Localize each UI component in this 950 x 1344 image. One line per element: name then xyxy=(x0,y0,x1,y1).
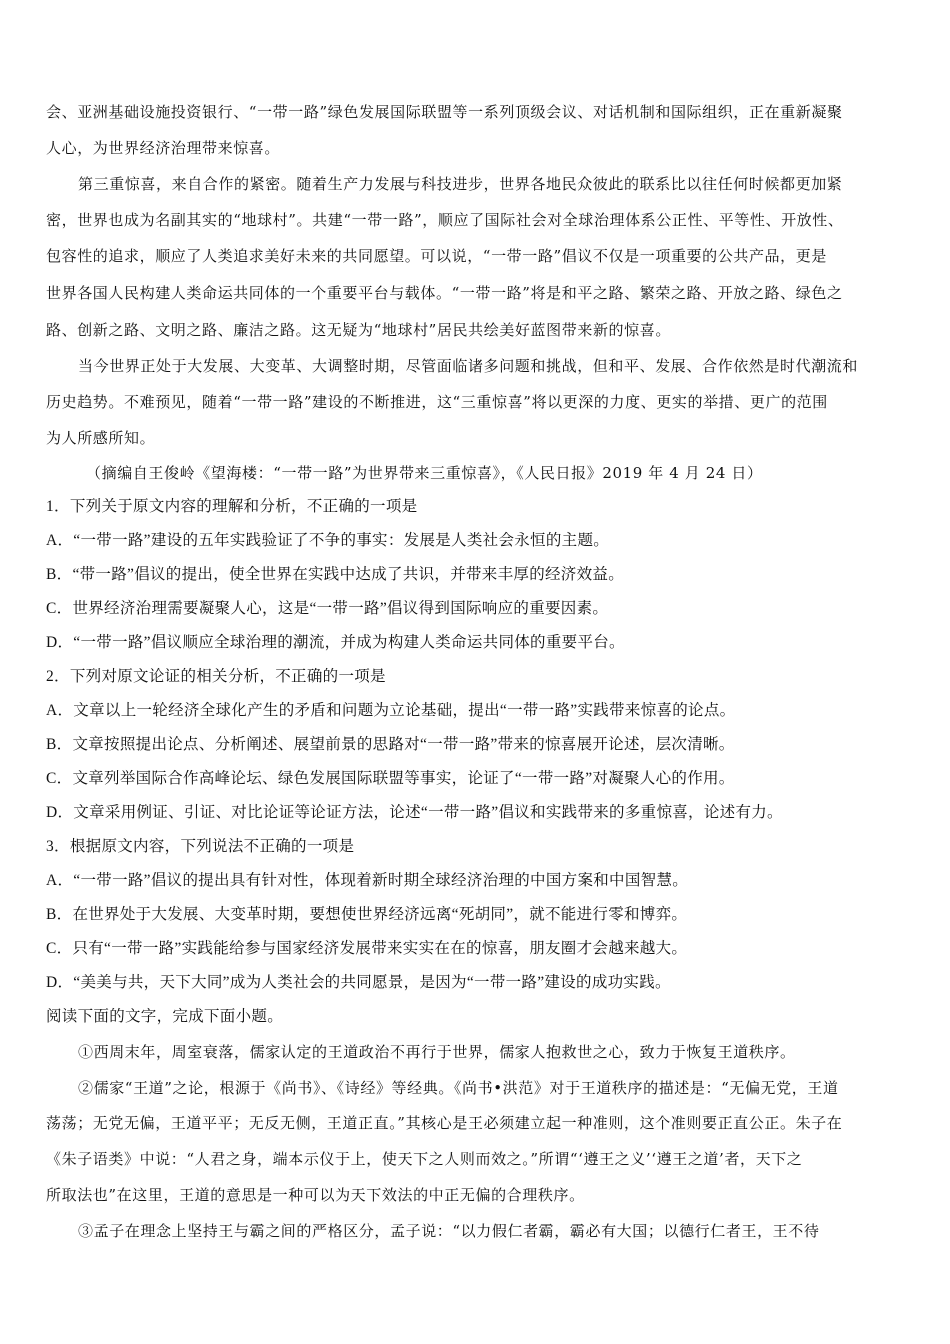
question-stem: 3．根据原文内容，下列说法不正确的一项是 xyxy=(46,838,355,855)
question-stem: 2．下列对原文论证的相关分析，不正确的一项是 xyxy=(46,668,386,685)
passage1-line: 人心，为世界经济治理带来惊喜。 xyxy=(46,139,281,157)
passage1-line: 第三重惊喜，来自合作的紧密。随着生产力发展与科技进步，世界各地民众彼此的联系比以往任何时候都更加紧 xyxy=(78,175,843,193)
passage1-line: 为人所感所知。 xyxy=(46,429,156,447)
passage1-line: 历史趋势。不难预见，随着“一带一路”建设的不断推进，这“三重惊喜”将以更深的力度、更实的举措、更广的范围 xyxy=(46,393,828,411)
passage2-line: 《朱子语类》中说：“人君之身，端本示仪于上，使天下之人则而效之。”所谓“‘遵王之义’‘遵王之道’者，天下之 xyxy=(46,1150,803,1168)
passage2-line: ③孟子在理念上坚持王与霸之间的严格区分，孟子说：“以力假仁者霸，霸必有大国；以德行仁者王，王不待 xyxy=(78,1222,820,1240)
question-option: B．在世界处于大发展、大变革时期，要想使世界经济远离“死胡同”，就不能进行零和博弈。 xyxy=(46,906,688,923)
passage1-line: 会、亚洲基础设施投资银行、“一带一路”绿色发展国际联盟等一系列顶级会议、对话机制和国际组织，正在重新凝聚 xyxy=(46,103,843,121)
question-stem: 1．下列关于原文内容的理解和分析，不正确的一项是 xyxy=(46,498,418,515)
question-option: C．世界经济治理需要凝聚人心，这是“一带一路”倡议得到国际响应的重要因素。 xyxy=(46,600,609,617)
passage1-line: 世界各国人民构建人类命运共同体的一个重要平台与载体。“一带一路”将是和平之路、繁荣之路、开放之路、绿色之 xyxy=(46,284,843,302)
question-option: D．“美美与共，天下大同”成为人类社会的共同愿景，是因为“一带一路”建设的成功实践。 xyxy=(46,974,671,991)
passage1-line: 路、创新之路、文明之路、廉洁之路。这无疑为“地球村”居民共绘美好蓝图带来新的惊喜。 xyxy=(46,321,671,339)
question-option: D．文章采用例证、引证、对比论证等论证方法，论述“一带一路”倡议和实践带来的多重惊喜，论述有力。 xyxy=(46,804,783,821)
question-option: A．“一带一路”建设的五年实践验证了不争的事实：发展是人类社会永恒的主题。 xyxy=(46,532,610,549)
passage2-line: 荡荡；无党无偏，王道平平；无反无侧，王道正直。”其核心是王必须建立起一种准则，这个准则要正直公正。朱子在 xyxy=(46,1114,843,1132)
question-option: C．文章列举国际合作高峰论坛、绿色发展国际联盟等事实，论证了“一带一路”对凝聚人心的作用。 xyxy=(46,770,735,787)
question-option: B．“带一路”倡议的提出，使全世界在实践中达成了共识，并带来丰厚的经济效益。 xyxy=(46,566,624,583)
reading-instruction: 阅读下面的文字，完成下面小题。 xyxy=(46,1008,284,1025)
passage2-line: ②儒家“王道”之论，根源于《尚书》、《诗经》等经典。《尚书•洪范》对于王道秩序的描述是：“无偏无党，王道 xyxy=(78,1079,839,1097)
passage1-line: 当今世界正处于大发展、大变革、大调整时期，尽管面临诸多问题和挑战，但和平、发展、合作依然是时代潮流和 xyxy=(78,357,859,375)
passage2-line: ①西周末年，周室衰落，儒家认定的王道政治不再行于世界，儒家人抱救世之心，致力于恢复王道秩序。 xyxy=(78,1043,796,1061)
passage1-line: 包容性的追求，顺应了人类追求美好未来的共同愿望。可以说，“一带一路”倡议不仅是一项重要的公共产品，更是 xyxy=(46,247,827,265)
question-option: A．文章以上一轮经济全球化产生的矛盾和问题为立论基础，提出“一带一路”实践带来惊喜的论点。 xyxy=(46,702,736,719)
question-option: B．文章按照提出论点、分析阐述、展望前景的思路对“一带一路”带来的惊喜展开论述，层次清晰。 xyxy=(46,736,735,753)
question-option: D．“一带一路”倡议顺应全球治理的潮流，并成为构建人类命运共同体的重要平台。 xyxy=(46,634,625,651)
question-option: C．只有“一带一路”实践能给参与国家经济发展带来实实在在的惊喜，朋友圈才会越来越大。 xyxy=(46,940,688,957)
question-option: A．“一带一路”倡议的提出具有针对性，体现着新时期全球经济治理的中国方案和中国智慧。 xyxy=(46,872,689,889)
passage2-line: 所取法也”在这里，王道的意思是一种可以为天下效法的中正无偏的合理秩序。 xyxy=(46,1186,585,1204)
source-citation: （摘编自王俊岭《望海楼：“一带一路”为世界带来三重惊喜》，《人民日报》2019 年 4 月 24 日） xyxy=(86,464,763,482)
passage1-line: 密，世界也成为名副其实的“地球村”。共建“一带一路”，顺应了国际社会对全球治理体系公正性、平等性、开放性、 xyxy=(46,211,844,229)
